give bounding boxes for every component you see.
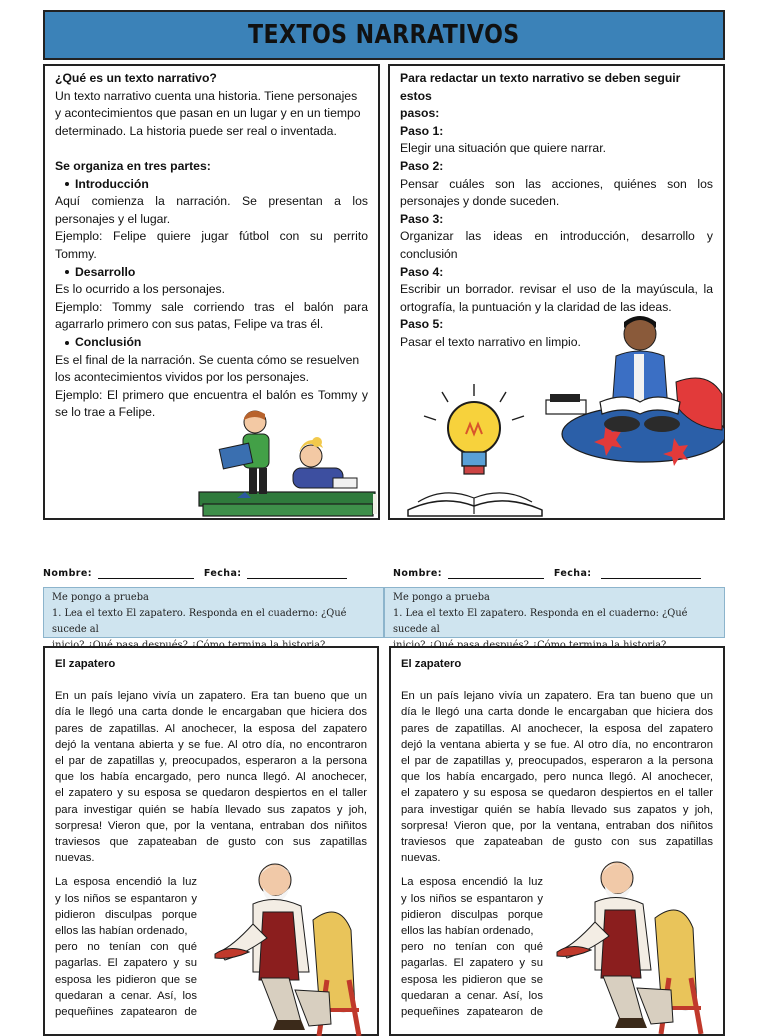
children-reading-illustration — [193, 406, 381, 518]
part-line: Ejemplo: Tommy sale corriendo tras el balón para — [55, 299, 368, 314]
part-bullet-introduccion — [55, 176, 368, 194]
date-label: Fecha: — [203, 568, 242, 579]
story-paragraph-2 — [55, 874, 197, 1020]
bullet-icon — [65, 270, 69, 274]
story-line: La esposa encendió la luz — [55, 876, 197, 889]
story-line: ellos las habían ordenado, — [401, 925, 534, 938]
story-line: pagarlas. El zapatero y su — [401, 957, 543, 970]
story-line: En un país lejano vivía un zapatero. Era tan bueno que un — [55, 690, 367, 703]
organize-heading: Se organiza en tres partes: — [55, 158, 211, 173]
date-field[interactable] — [247, 568, 347, 579]
part-line: se lo trae a Felipe. — [55, 405, 156, 420]
story-line: pares de zapatillas. Al anochecer, la esposa del zapatero — [55, 722, 367, 735]
steps-heading: Para redactar un texto narrativo se deben seguir estos — [400, 71, 681, 103]
step-label: Paso 5: — [400, 317, 444, 332]
story-line: En un país lejano vivía un zapatero. Era tan bueno que un — [401, 690, 713, 703]
task-box-right — [384, 587, 725, 638]
story-line: pequeñines zapatearon de — [55, 1006, 197, 1019]
step-line: ortografía, la puntuación y la claridad de las ideas. — [400, 299, 672, 314]
story-line: ellos las habían ordenado, — [55, 925, 188, 938]
shoemaker-illustration — [551, 858, 711, 1034]
story-line: pequeñines zapatearon de — [401, 1006, 543, 1019]
steps-panel — [388, 64, 725, 520]
story-line: y los niños se espantaron y — [401, 892, 543, 905]
step-line: Pasar el texto narrativo en limpio. — [400, 334, 581, 349]
name-date-row-left — [43, 568, 347, 579]
story-line: pidieron disculpas porque — [401, 908, 543, 921]
step-label: Paso 2: — [400, 158, 444, 173]
story-line: el par de zapatillas y, preocupados, esperaron a la persona — [55, 755, 367, 768]
part-line: Es lo ocurrido a los personajes. — [55, 282, 226, 297]
story-line: sorpresa! Vieron que, por la ventana, entraban dos niñitos — [401, 819, 713, 832]
page-title: TEXTOS NARRATIVOS — [248, 20, 520, 50]
intro-line: determinado. La historia puede ser real o inventada. — [55, 123, 337, 138]
story-line: pares de zapatillas. Al anochecer, la esposa del zapatero — [401, 722, 713, 735]
shoemaker-illustration — [209, 860, 369, 1036]
story-line: quedaran a cenar. Así, los — [401, 989, 543, 1002]
part-line: personajes y el lugar. — [55, 211, 171, 226]
story-line: sorpresa! Vieron que, por la ventana, entraban dos niñitos — [55, 819, 367, 832]
story-paragraph — [55, 688, 367, 866]
story-line: La esposa encendió la luz — [401, 876, 543, 889]
step-line: Elegir una situación que quiere narrar. — [400, 141, 606, 156]
part-line: agarrarlo primero con sus patas, Felipe va tras él. — [55, 317, 324, 332]
story-line: para investigar quién se había llevado sus zapatos y joh, — [401, 803, 713, 816]
part-name: Introducción — [75, 176, 149, 191]
story-paragraph — [401, 688, 713, 866]
part-line: Aquí comienza la narración. Se presentan a los — [55, 194, 368, 209]
story-line: que los había encargado, pero nunca llegó. Al anochecer, — [401, 771, 713, 784]
intro-line: Un texto narrativo cuenta una historia. Tiene personajes — [55, 88, 358, 103]
story-line: pero no tenían con qué — [55, 941, 197, 954]
name-field[interactable] — [98, 568, 194, 579]
part-bullet-desarrollo — [55, 264, 368, 282]
name-date-row-right — [393, 568, 701, 579]
story-title: El zapatero — [401, 658, 462, 670]
step-label: Paso 1: — [400, 123, 444, 138]
story-line: dejó la ventana abierta y se fue. Al otro día, no encontraron — [401, 738, 713, 751]
date-field[interactable] — [601, 568, 701, 579]
story-line: para investigar quién se había llevado sus zapatos y joh, — [55, 803, 367, 816]
task-title: Me pongo a prueba — [393, 592, 490, 603]
story-line: pagarlas. El zapatero y su — [55, 957, 197, 970]
part-line: Tommy. — [55, 246, 97, 261]
part-line: Ejemplo: El primero que encuentra el balón es Tommy y — [55, 387, 368, 402]
story-line: y los niños se espantaron y — [55, 892, 197, 905]
intro-line: y acontecimientos que pasan en un lugar y en un tiempo — [55, 106, 361, 121]
story-line: el par de zapatillas y, preocupados, esperaron a la persona — [401, 755, 713, 768]
story-line: el zapatero y su esposa se quedaron despiertos en el taller — [55, 787, 367, 800]
story-title: El zapatero — [55, 658, 116, 670]
story-paragraph-2 — [401, 874, 543, 1020]
task-title: Me pongo a prueba — [52, 592, 149, 603]
story-line: que los había encargado, pero nunca llegó. Al anochecer, — [55, 771, 367, 784]
step-line: Escribir un borrador. revisar el uso de la mayúscula, la — [400, 282, 713, 297]
title-banner — [43, 10, 725, 60]
story-line: dejó la ventana abierta y se fue. Al otro día, no encontraron — [55, 738, 367, 751]
bullet-icon — [65, 182, 69, 186]
story-line: nuevas. — [401, 852, 441, 865]
date-label: Fecha: — [553, 568, 592, 579]
story-line: quedaran a cenar. Así, los — [55, 989, 197, 1002]
part-name: Conclusión — [75, 334, 142, 349]
part-name: Desarrollo — [75, 264, 136, 279]
name-field[interactable] — [448, 568, 544, 579]
bullet-icon — [65, 341, 69, 345]
story-box-right — [389, 646, 725, 1036]
story-line: esposa les pidieron que se — [401, 973, 543, 986]
step-label: Paso 3: — [400, 211, 444, 226]
lightbulb-book-illustration — [402, 382, 552, 518]
part-line: los acontecimientos vividos por los personajes. — [55, 370, 310, 385]
story-line: el zapatero y su esposa se quedaron despiertos en el taller — [401, 787, 713, 800]
story-line: traviesos que zapateaban de gusto con sus zapatillas — [401, 836, 713, 849]
part-bullet-conclusion — [55, 334, 368, 352]
story-line: pero no tenían con qué — [401, 941, 543, 954]
step-label: Paso 4: — [400, 264, 444, 279]
task-box-left — [43, 587, 384, 638]
question-heading: ¿Qué es un texto narrativo? — [55, 71, 217, 85]
step-line: personajes y donde suceden. — [400, 194, 560, 209]
part-line: Ejemplo: Felipe quiere jugar fútbol con su perrito — [55, 229, 368, 244]
story-box-left — [43, 646, 379, 1036]
story-line: pidieron disculpas porque — [55, 908, 197, 921]
step-line: Organizar las ideas en introducción, desarrollo y — [400, 229, 713, 244]
task-line: 1. Lea el texto El zapatero. Responda en el cuaderno: ¿Qué sucede al — [52, 608, 347, 635]
story-line: día le llegó una carta donde le encargaban que hiciera dos — [401, 706, 713, 719]
boy-reading-illustration — [544, 310, 724, 470]
steps-heading: pasos: — [400, 106, 440, 121]
name-label: Nombre: — [393, 568, 442, 579]
task-line: 1. Lea el texto El zapatero. Responda en el cuaderno: ¿Qué sucede al — [393, 608, 688, 635]
story-line: traviesos que zapateaban de gusto con sus zapatillas — [55, 836, 367, 849]
what-is-narrative-panel — [43, 64, 380, 520]
part-line: Es el final de la narración. Se cuenta cómo se resuelven — [55, 352, 360, 367]
story-line: día le llegó una carta donde le encargaban que hiciera dos — [55, 706, 367, 719]
name-label: Nombre: — [43, 568, 92, 579]
step-line: conclusión — [400, 246, 458, 261]
step-line: Pensar cuáles son las acciones, quiénes son los — [400, 176, 713, 191]
story-line: esposa les pidieron que se — [55, 973, 197, 986]
story-line: nuevas. — [55, 852, 95, 865]
